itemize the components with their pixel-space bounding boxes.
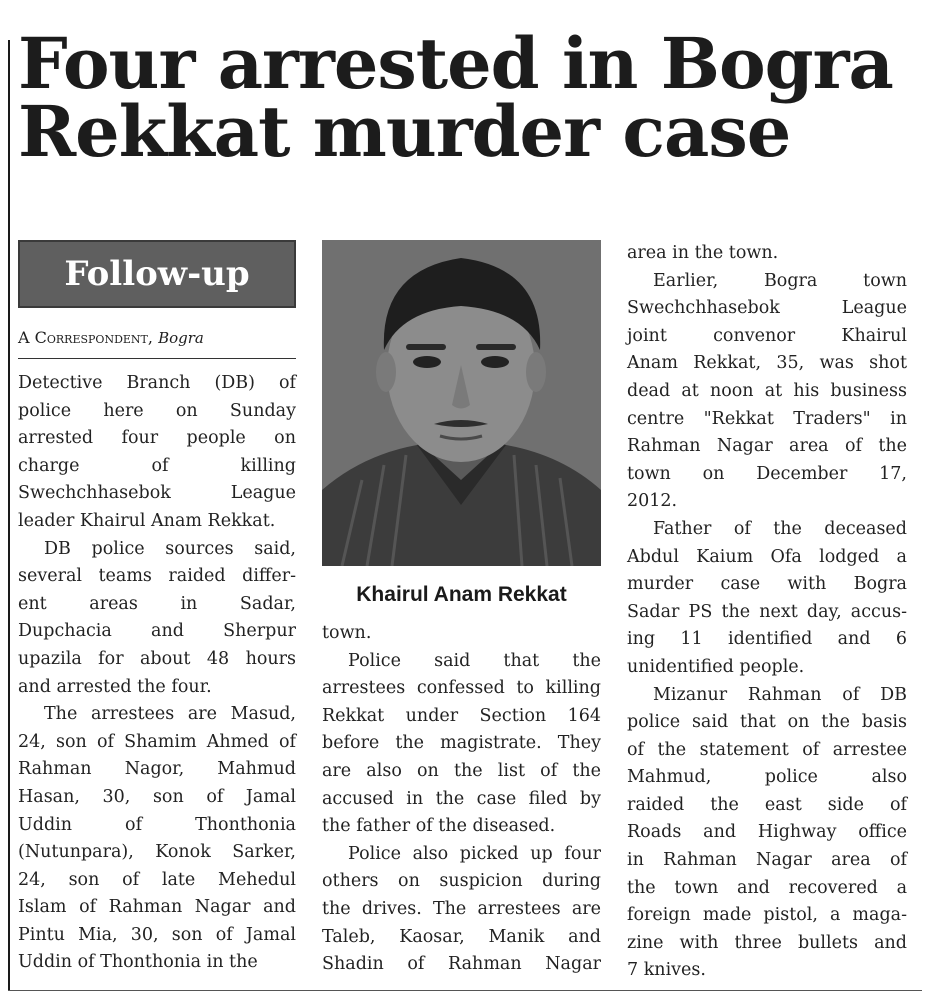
article-text-line: Uddin of Thonthonia in the (18, 952, 258, 973)
article-text-line: 24, son of Shamim Ahmed of (18, 731, 296, 752)
article-text-line: murder case with Bogra (627, 574, 907, 595)
article-text-line: Anam Rekkat, 35, was shot (627, 353, 907, 374)
byline-name: A Correspondent, (18, 328, 153, 347)
article-text-line: Shadin of Rahman Nagar (322, 954, 601, 975)
article-text-line: Rekkat under Section 164 (322, 705, 601, 726)
article-text-line: centre "Rekkat Traders" in (627, 408, 907, 429)
article-text-line: Police said that the (348, 650, 601, 671)
article-text-line: Rahman Nagor, Mahmud (18, 759, 296, 780)
article-text-line: of the statement of arrestee (627, 739, 907, 760)
article-text-line: Uddin of Thonthonia (18, 814, 296, 835)
article-text-line: in Rahman Nagar area of (627, 850, 907, 871)
article-text-line: the town and recovered a (627, 877, 907, 898)
article-text-line: unidentified people. (627, 656, 805, 677)
portrait-image (322, 240, 601, 566)
article-text-line: arrestees confessed to killing (322, 678, 601, 699)
photo-caption: Khairul Anam Rekkat (356, 583, 567, 606)
byline-place: Bogra (158, 329, 204, 347)
article-column-1 (18, 370, 296, 977)
article-text-line: leader Khairul Anam Rekkat. (18, 510, 276, 531)
article-text-line: Islam of Rahman Nagar and (18, 897, 296, 918)
article-column-2 (322, 620, 601, 979)
article-text-line: (Nutunpara), Konok Sarker, (18, 842, 296, 863)
article-text-line: Hasan, 30, son of Jamal (18, 786, 296, 807)
article-text-line: Abdul Kaium Ofa lodged a (627, 546, 907, 567)
follow-up-kicker: Follow-up (18, 240, 296, 308)
article-text-line: Earlier, Bogra town (653, 270, 907, 291)
headline (18, 22, 918, 173)
article-text-line: Swechchhasebok League (18, 483, 296, 504)
article-text-line: town on December 17, (627, 463, 907, 484)
article-text-line: 24, son of late Mehedul (18, 869, 296, 890)
article-text-line: Swechchhasebok League (627, 298, 907, 319)
article-text-line: police said that on the basis (627, 712, 907, 733)
headline-line-1: Four arrested in Bogra (18, 22, 893, 105)
article-text-line: joint convenor Khairul (627, 325, 907, 346)
article-text-line: town. (322, 623, 372, 643)
headline-line-2: Rekkat murder case (18, 90, 791, 173)
article-text-line: area in the town. (627, 243, 779, 263)
article-text-line: several teams raided differ- (18, 566, 296, 587)
article-column-3 (627, 240, 907, 985)
article-text-line: Detective Branch (DB) of (18, 373, 296, 393)
article-text-line: Mizanur Rahman of DB (653, 684, 907, 705)
bottom-rule (8, 990, 922, 991)
article-text-line: Police also picked up four (348, 843, 601, 864)
byline-divider (18, 358, 296, 359)
article-text-line: 2012. (627, 491, 678, 512)
article-text-line: Rahman Nagar area of the (627, 436, 907, 457)
article-text-line: upazila for about 48 hours (18, 648, 296, 669)
article-text-line: others on suspicion during (322, 871, 601, 892)
portrait-photo (322, 240, 601, 566)
article-text-line: accused in the case filed by (322, 788, 601, 809)
article-text-line: The arrestees are Masud, (44, 704, 296, 725)
article-text-line: are also on the list of the (322, 760, 601, 781)
article-text-line: 7 knives. (627, 960, 706, 981)
article-text-line: Roads and Highway office (627, 822, 907, 843)
article-text-line: Sadar PS the next day, accus- (627, 601, 907, 622)
article-text-line: and arrested the four. (18, 676, 212, 697)
byline (18, 328, 296, 347)
article-text-line: dead at noon at his business (627, 380, 907, 401)
article-text-line: Mahmud, police also (627, 767, 907, 788)
article-text-line: Pintu Mia, 30, son of Jamal (18, 924, 296, 945)
article-text-line: Father of the deceased (653, 518, 907, 539)
article-text-line: police here on Sunday (18, 400, 296, 421)
article-text-line: foreign made pistol, a maga- (627, 905, 907, 926)
article-text-line: before the magistrate. They (322, 733, 601, 754)
article-text-line: charge of killing (18, 455, 296, 476)
article-text-line: raided the east side of (627, 794, 907, 815)
article-text-line: ent areas in Sadar, (18, 593, 296, 614)
article-text-line: Taleb, Kaosar, Manik and (322, 926, 601, 947)
left-column-rule (8, 40, 10, 990)
article-text-line: Dupchacia and Sherpur (18, 621, 296, 642)
article-text-line: the drives. The arrestees are (322, 898, 601, 919)
article-text-line: arrested four people on (18, 428, 296, 449)
article-text-line: ing 11 identified and 6 (627, 629, 907, 650)
article-text-line: DB police sources said, (44, 538, 296, 559)
article-text-line: zine with three bullets and (627, 932, 907, 953)
article-text-line: the father of the diseased. (322, 816, 556, 837)
